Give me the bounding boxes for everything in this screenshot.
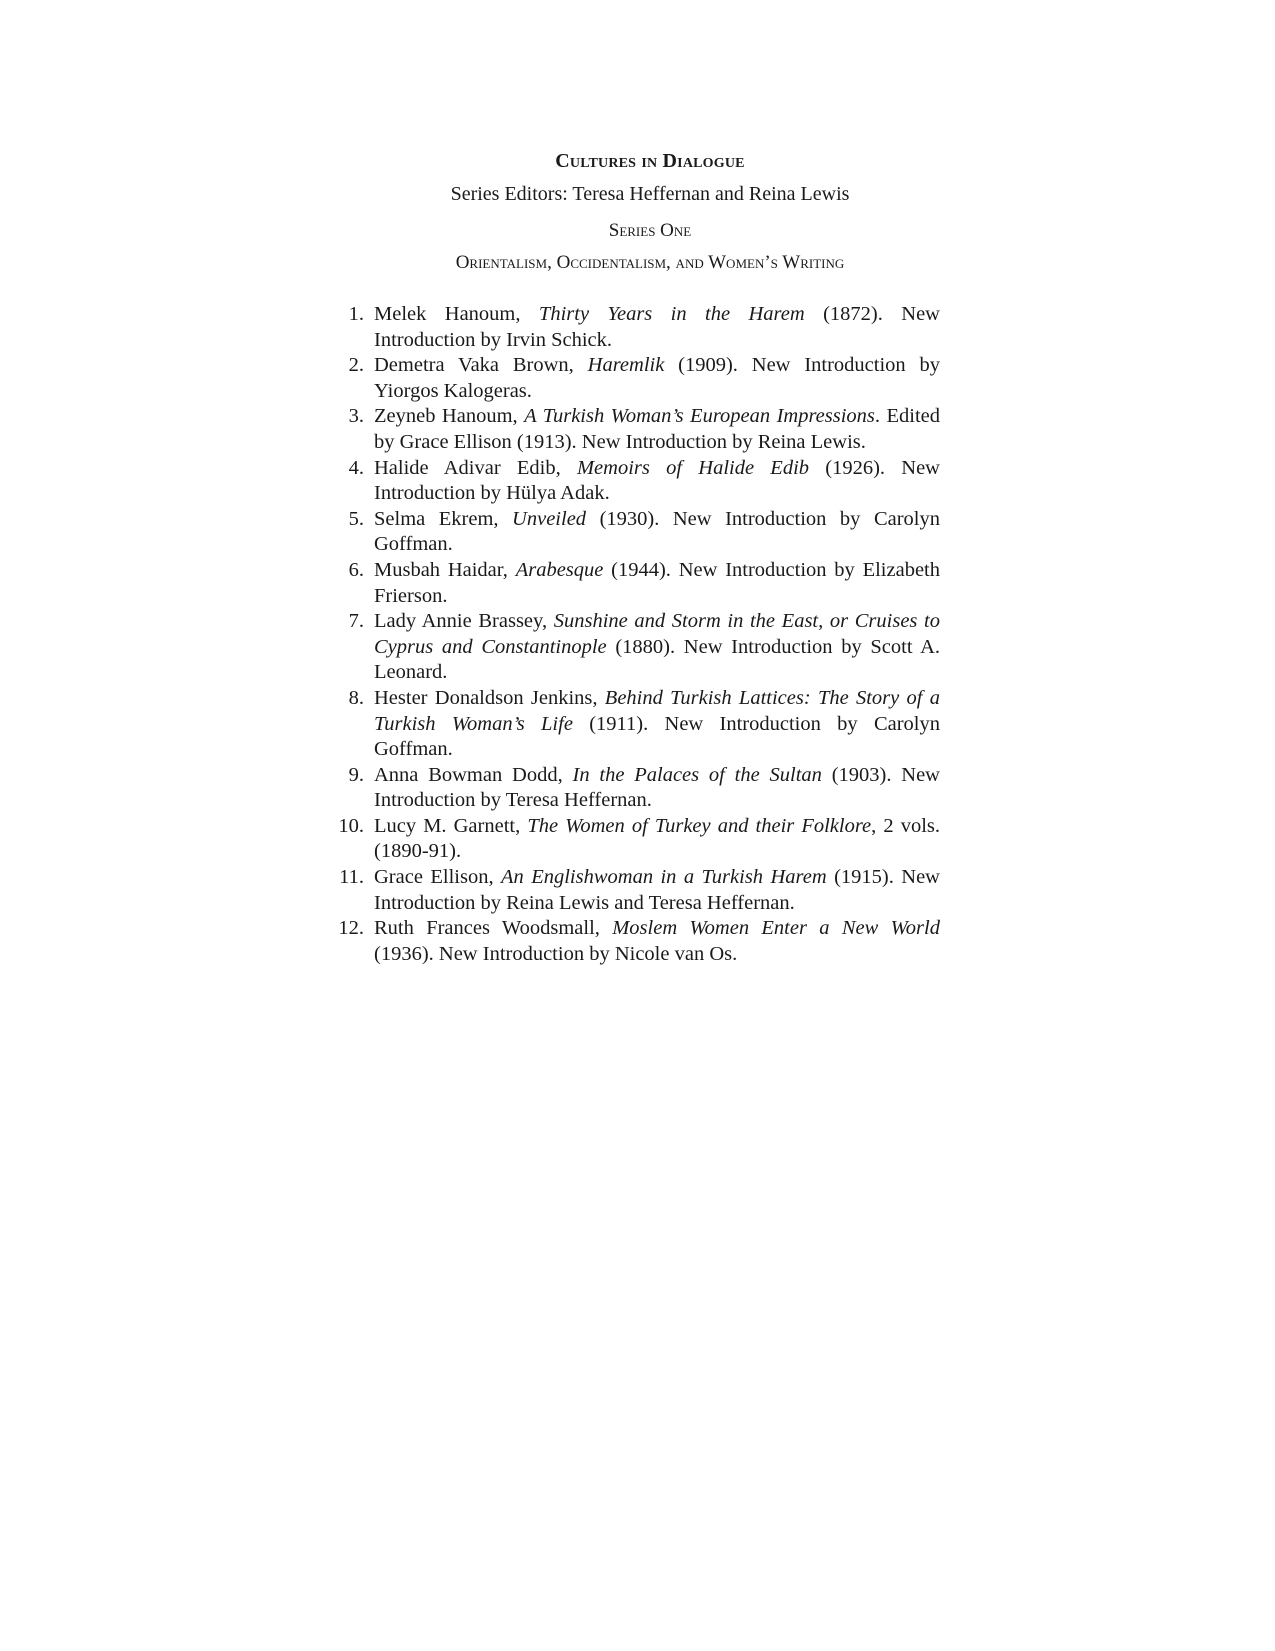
book-title: The Women of Turkey and their Folklore xyxy=(527,814,872,837)
book-list xyxy=(330,302,940,967)
list-item xyxy=(330,814,940,865)
book-title: Sunshine and Storm in the East, or Cruises to Cyprus and Constantinople xyxy=(374,610,940,658)
book-details: (1911). New Introduction by Carolyn Goffman. xyxy=(374,712,941,761)
series-subtitle: Orientalism, Occidentalism, and Women’s Writing xyxy=(455,252,845,273)
book-author: Selma Ekrem, xyxy=(374,507,513,530)
book-author: Melek Hanoum, xyxy=(374,303,539,325)
list-item xyxy=(330,916,940,967)
list-item xyxy=(330,763,940,814)
book-title: Behind Turkish Lattices: The Story of a Turkish Woman’s Life xyxy=(374,686,940,735)
book-author: Halide Adivar Edib, xyxy=(374,456,577,479)
book-title: Moslem Women Enter a New World xyxy=(612,917,940,940)
item-number: 4. xyxy=(348,456,364,479)
book-author: Grace Ellison, xyxy=(374,866,501,889)
book-author: Hester Donaldson Jenkins, xyxy=(374,686,605,709)
book-title: A Turkish Woman’s European Impressions xyxy=(524,405,875,428)
list-item xyxy=(330,558,940,609)
book-title: In the Palaces of the Sultan xyxy=(572,763,822,786)
series-number: Series One xyxy=(608,220,692,241)
book-title: Unveiled xyxy=(512,507,587,530)
item-number: 12. xyxy=(338,917,364,940)
list-item xyxy=(330,609,940,686)
item-number: 1. xyxy=(348,303,364,325)
book-author: Anna Bowman Dodd, xyxy=(374,763,573,786)
item-number: 7. xyxy=(348,610,364,633)
book-title: Thirty Years in the Harem xyxy=(538,303,805,325)
list-item xyxy=(330,686,940,763)
item-number: 2. xyxy=(348,354,364,377)
item-number: 9. xyxy=(348,763,364,786)
book-details: (1909). New Introduction by Yiorgos Kalogeras. xyxy=(374,354,941,402)
book-author: Zeyneb Hanoum, xyxy=(374,405,525,428)
book-details: (1930). New Introduction by Carolyn Goffman. xyxy=(374,507,940,556)
list-item xyxy=(330,302,940,353)
series-editors: Series Editors: Teresa Heffernan and Reina Lewis xyxy=(450,183,850,205)
book-details: , 2 vols. (1890-91). xyxy=(374,814,940,863)
item-number: 5. xyxy=(348,507,364,530)
book-details: (1944). New Introduction by Elizabeth Frierson. xyxy=(374,558,940,607)
book-details: (1915). New Introduction by Reina Lewis and Teresa Heffernan. xyxy=(374,866,940,914)
list-item xyxy=(330,353,940,404)
item-number: 8. xyxy=(348,686,364,709)
book-author: Ruth Frances Woodsmall, xyxy=(374,917,613,940)
book-title: Arabesque xyxy=(515,558,604,581)
book-author: Musbah Haidar, xyxy=(374,558,516,581)
book-title: Memoirs of Halide Edib xyxy=(576,456,810,479)
book-details: (1880). New Introduction by Scott A. Leonard. xyxy=(374,635,941,684)
book-details: (1903). New Introduction by Teresa Heffernan. xyxy=(374,763,940,812)
book-author: Demetra Vaka Brown, xyxy=(374,354,588,377)
list-item xyxy=(330,404,940,455)
item-number: 6. xyxy=(348,558,364,581)
book-details: (1926). New Introduction by Hülya Adak. xyxy=(374,456,940,505)
item-number: 10. xyxy=(338,814,364,837)
book-author: Lady Annie Brassey, xyxy=(374,610,554,633)
list-item xyxy=(330,865,940,916)
book-details: (1872). New Introduction by Irvin Schick. xyxy=(374,303,940,351)
item-number: 11. xyxy=(339,866,364,889)
list-item xyxy=(330,456,940,507)
book-details: . Edited by Grace Ellison (1913). New Introduction by Reina Lewis. xyxy=(374,405,941,453)
item-number: 3. xyxy=(348,405,364,428)
book-title: Haremlik xyxy=(587,354,665,377)
book-author: Lucy M. Garnett, xyxy=(374,814,528,837)
book-details: (1936). New Introduction by Nicole van Os. xyxy=(374,942,738,965)
series-title: Cultures in Dialogue xyxy=(555,150,745,172)
list-item xyxy=(330,507,940,558)
book-title: An Englishwoman in a Turkish Harem xyxy=(501,866,827,889)
